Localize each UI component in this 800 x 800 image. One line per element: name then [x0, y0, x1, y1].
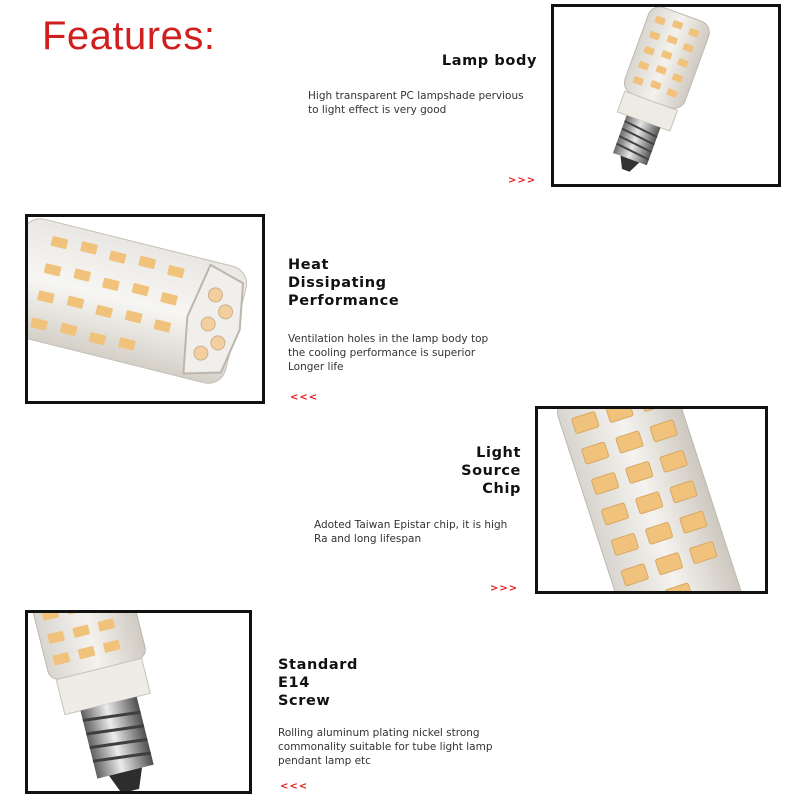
- feature-desc-line: Longer life: [288, 361, 344, 373]
- heat-dissipating-photo: [25, 214, 265, 404]
- feature-desc-heat-dissipating: [288, 332, 488, 374]
- light-source-chip-illustration: [538, 409, 765, 591]
- arrows-left-1: <<<: [290, 392, 319, 403]
- feature-title-light-source-chip: [461, 444, 521, 498]
- feature-desc-line: Rolling aluminum plating nickel strong: [278, 727, 480, 739]
- lamp-body-photo: [551, 4, 781, 187]
- e14-screw-photo: [25, 610, 252, 794]
- arrows-right-2: >>>: [490, 583, 519, 594]
- lamp-body-illustration: [554, 7, 778, 184]
- feature-title-lamp-body: [442, 52, 537, 70]
- feature-desc-e14-screw: [278, 726, 493, 768]
- feature-title-line: Screw: [278, 693, 331, 709]
- feature-title-line: Standard: [278, 657, 358, 673]
- feature-title-line: Light: [476, 445, 521, 461]
- feature-title-line: Performance: [288, 293, 400, 309]
- light-source-chip-photo: [535, 406, 768, 594]
- feature-title-line: Chip: [482, 481, 521, 497]
- feature-desc-line: High transparent PC lampshade pervious: [308, 90, 524, 102]
- e14-screw-illustration: [28, 613, 249, 791]
- feature-desc-line: the cooling performance is superior: [288, 347, 476, 359]
- feature-desc-line: to light effect is very good: [308, 104, 447, 116]
- feature-title-line: Dissipating: [288, 275, 387, 291]
- feature-desc-line: commonality suitable for tube light lamp: [278, 741, 493, 753]
- feature-title-line: E14: [278, 675, 310, 691]
- feature-title-heat-dissipating: [288, 256, 399, 310]
- feature-desc-line: Ventilation holes in the lamp body top: [288, 333, 489, 345]
- page-title: Features:: [42, 14, 216, 58]
- feature-title-e14-screw: [278, 656, 358, 710]
- feature-desc-line: pendant lamp etc: [278, 755, 371, 767]
- feature-desc-lamp-body: [308, 89, 524, 117]
- feature-title-line: Source: [461, 463, 521, 479]
- heat-dissipating-illustration: [28, 217, 262, 401]
- feature-title-line: Lamp body: [441, 53, 537, 69]
- feature-desc-line: Ra and long lifespan: [314, 533, 422, 545]
- arrows-right-1: >>>: [508, 175, 537, 186]
- feature-desc-line: Adoted Taiwan Epistar chip, it is high: [314, 519, 508, 531]
- feature-title-line: Heat: [288, 257, 330, 273]
- feature-desc-light-source-chip: [314, 518, 507, 546]
- arrows-left-2: <<<: [280, 781, 309, 792]
